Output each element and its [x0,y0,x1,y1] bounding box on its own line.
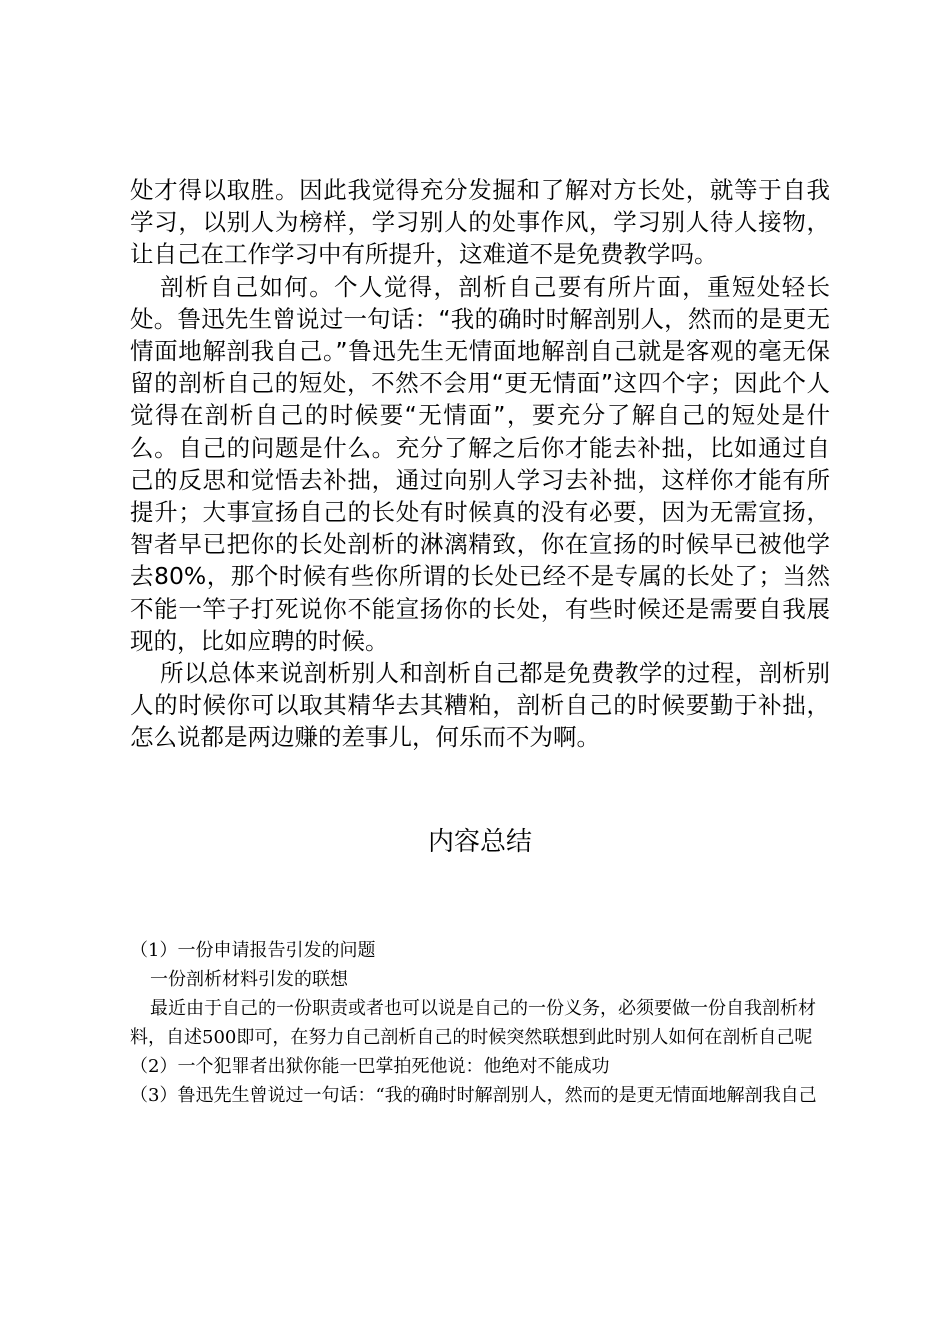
summary-list [130,936,820,1110]
summary-item-1-detail: 最近由于自己的一份职责或者也可以说是自己的一份义务，必须要做一份自我剖析材料，自述500即可，在努力自己剖析自己的时候突然联想到此时别人如何在剖析自己呢 [130,998,816,1048]
main-body-text [130,174,830,754]
summary-item-3: （3）鲁迅先生曾说过一句话：“我的确时时解剖别人，然而的是更无情面地解剖我自己 [130,1085,817,1106]
summary-title: 内容总结 [427,827,532,857]
body-paragraph-2: 剖析自己如何。个人觉得，剖析自己要有所片面，重短处轻长处。鲁迅先生曾说过一句话：“我的确时时解剖别人，然而的是更无情面地解剖我自己。”鲁迅先生无情面地解剖自己就是客观的毫无保留的剖析自己的短处，不然不会用“更无情面”这四个字；因此个人觉得在剖析自己的时候要“无情面”，要充分了解自己的短处是什么。自己的问题是什么。充分了解之后你才能去补拙，比如通过自己的反思和觉悟去补拙，通过向别人学习去补拙，这样你才能有所提升；大事宣扬自己的长处有时候真的没有必要，因为无需宣扬，智者早已把你的长处剖析的淋漓精致，你在宣扬的时候早已被他学去80%，那个时候有些你所谓的长处已经不是专属的长处了；当然不能一竿子打死说你不能宣扬你的长处，有些时候还是需要自我展现的，比如应聘的时候。 [130,272,830,655]
summary-item-2: （2）一个犯罪者出狱你能一巴掌拍死他说：他绝对不能成功 [130,1056,610,1077]
summary-item-1: （1）一份申请报告引发的问题 [130,940,376,961]
body-paragraph-1: 处才得以取胜。因此我觉得充分发掘和了解对方长处，就等于自我学习，以别人为榜样，学习别人的处事作风，学习别人待人接物，让自己在工作学习中有所提升，这难道不是免费教学吗。 [130,176,830,269]
summary-item-1-subtitle: 一份剖析材料引发的联想 [150,969,348,990]
body-paragraph-3: 所以总体来说剖析别人和剖析自己都是免费教学的过程，剖析别人的时候你可以取其精华去其糟粕，剖析自己的时候要勤于补拙，怎么说都是两边赚的差事儿，何乐而不为啊。 [130,659,830,752]
